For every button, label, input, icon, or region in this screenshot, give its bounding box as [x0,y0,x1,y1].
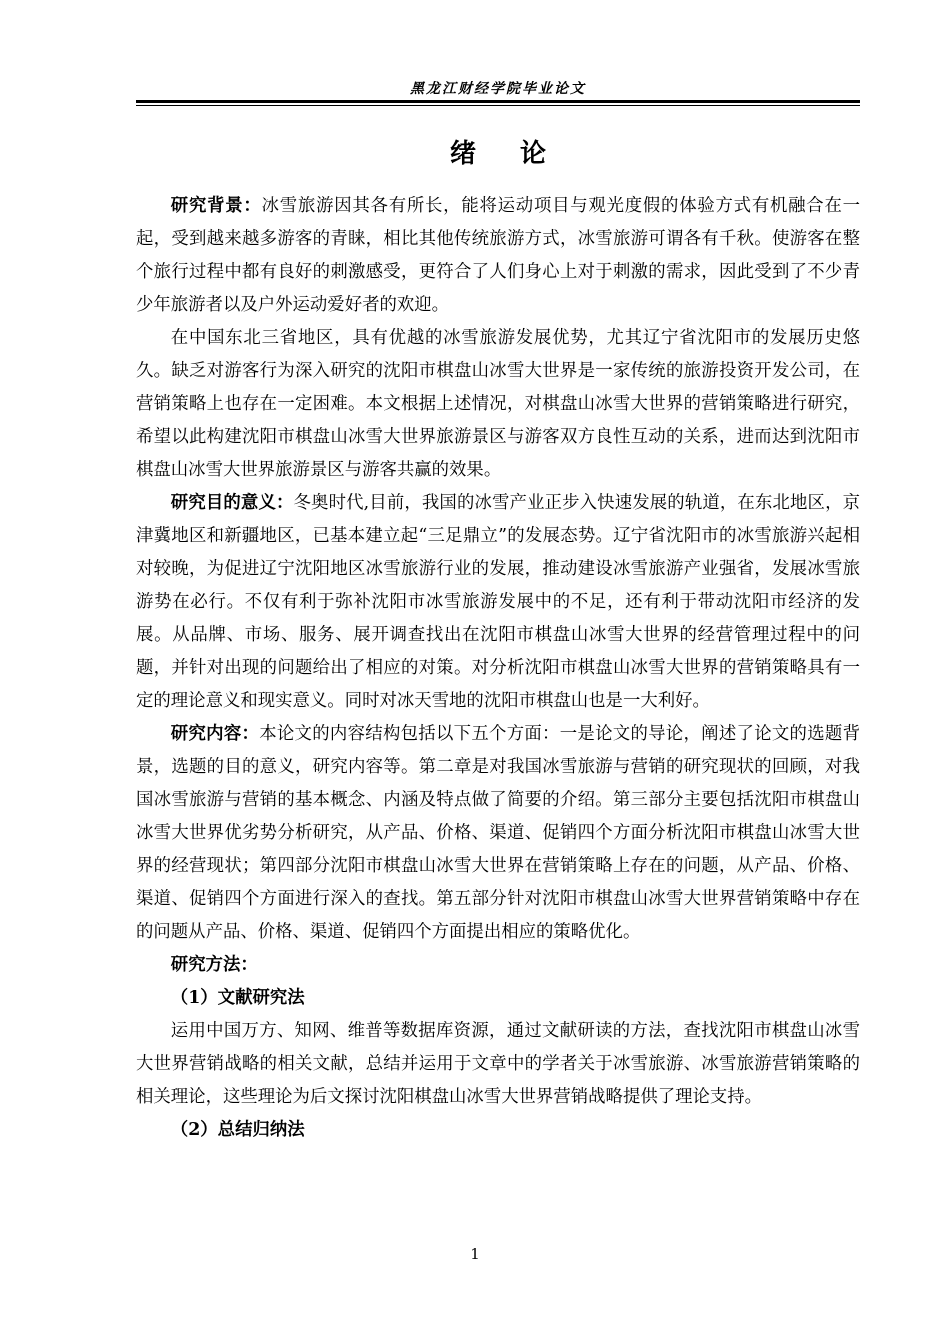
method-2-title: （2）总结归纳法 [170,1120,305,1140]
paragraph-content [136,718,860,949]
method-1-title: （1）文献研究法 [170,988,305,1008]
paragraph-text: 在中国东北三省地区，具有优越的冰雪旅游发展优势，尤其辽宁省沈阳市的发展历史悠久。缺乏对游客行为深入研究的沈阳市棋盘山冰雪大世界是一家传统的旅游投资开发公司，在营销策略上也存在一定困难。本文根据上述情况，对棋盘山冰雪大世界的营销策略进行研究，希望以此构建沈阳市棋盘山冰雪大世界旅游景区与游客双方良性互动的关系，进而达到沈阳市棋盘山冰雪大世界旅游景区与游客共赢的效果。 [136,328,860,480]
header-rule-thin [136,105,860,106]
paragraph-text: 本论文的内容结构包括以下五个方面：一是论文的导论，阐述了论文的选题背景，选题的目的意义，研究内容等。第二章是对我国冰雪旅游与营销的研究现状的回顾，对我国冰雪旅游与营销的基本概念、内涵及特点做了简要的介绍。第三部分主要包括沈阳市棋盘山冰雪大世界优劣势分析研究，从产品、价格、渠道、促销四个方面分析沈阳市棋盘山冰雪大世界的经营现状；第四部分沈阳市棋盘山冰雪大世界在营销策略上存在的问题，从产品、价格、渠道、促销四个方面进行深入的查找。第五部分针对沈阳市棋盘山冰雪大世界营销策略中存在的问题从产品、价格、渠道、促销四个方面提出相应的策略优化。 [136,724,860,942]
header-rule-thick [136,100,860,103]
paragraph-lead: 研究背景： [170,196,262,216]
body-text [136,190,860,1147]
chapter-title: 绪论 [449,139,590,169]
methods-heading: 研究方法： [170,955,258,975]
paragraph-lead: 研究目的意义： [170,493,294,513]
paragraph-lead: 研究内容： [170,724,260,744]
method-1-text: 运用中国万方、知网、维普等数据库资源，通过文献研读的方法，查找沈阳市棋盘山冰雪大世界营销战略的相关文献，总结并运用于文章中的学者关于冰雪旅游、冰雪旅游营销策略的相关理论，这些理论为后文探讨沈阳棋盘山冰雪大世界营销战略提供了理论支持。 [136,1021,860,1107]
page-number: 1 [470,1245,480,1263]
paragraph-purpose [136,487,860,718]
paragraph-text: 冰雪旅游因其各有所长，能将运动项目与观光度假的体验方式有机融合在一起，受到越来越多游客的青睐，相比其他传统旅游方式，冰雪旅游可谓各有千秋。使游客在整个旅行过程中都有良好的刺激感受，更符合了人们身心上对于刺激的需求，因此受到了不少青少年旅游者以及户外运动爱好者的欢迎。 [136,196,860,315]
running-header: 黑龙江财经学院毕业论文 [410,81,586,97]
paragraph-northeast [136,322,860,487]
paragraph-text: 冬奥时代,目前，我国的冰雪产业正步入快速发展的轨道，在东北地区，京津冀地区和新疆地区，已基本建立起“三足鼎立”的发展态势。辽宁省沈阳市的冰雪旅游兴起相对较晚，为促进辽宁沈阳地区冰雪旅游行业的发展，推动建设冰雪旅游产业强省，发展冰雪旅游势在必行。不仅有利于弥补沈阳市冰雪旅游发展中的不足，还有利于带动沈阳市经济的发展。从品牌、市场、服务、展开调查找出在沈阳市棋盘山冰雪大世界的经营管理过程中的问题，并针对出现的问题给出了相应的对策。对分析沈阳市棋盘山冰雪大世界的营销策略具有一定的理论意义和现实意义。同时对冰天雪地的沈阳市棋盘山也是一大利好。 [136,493,860,711]
paragraph-background [136,190,860,322]
